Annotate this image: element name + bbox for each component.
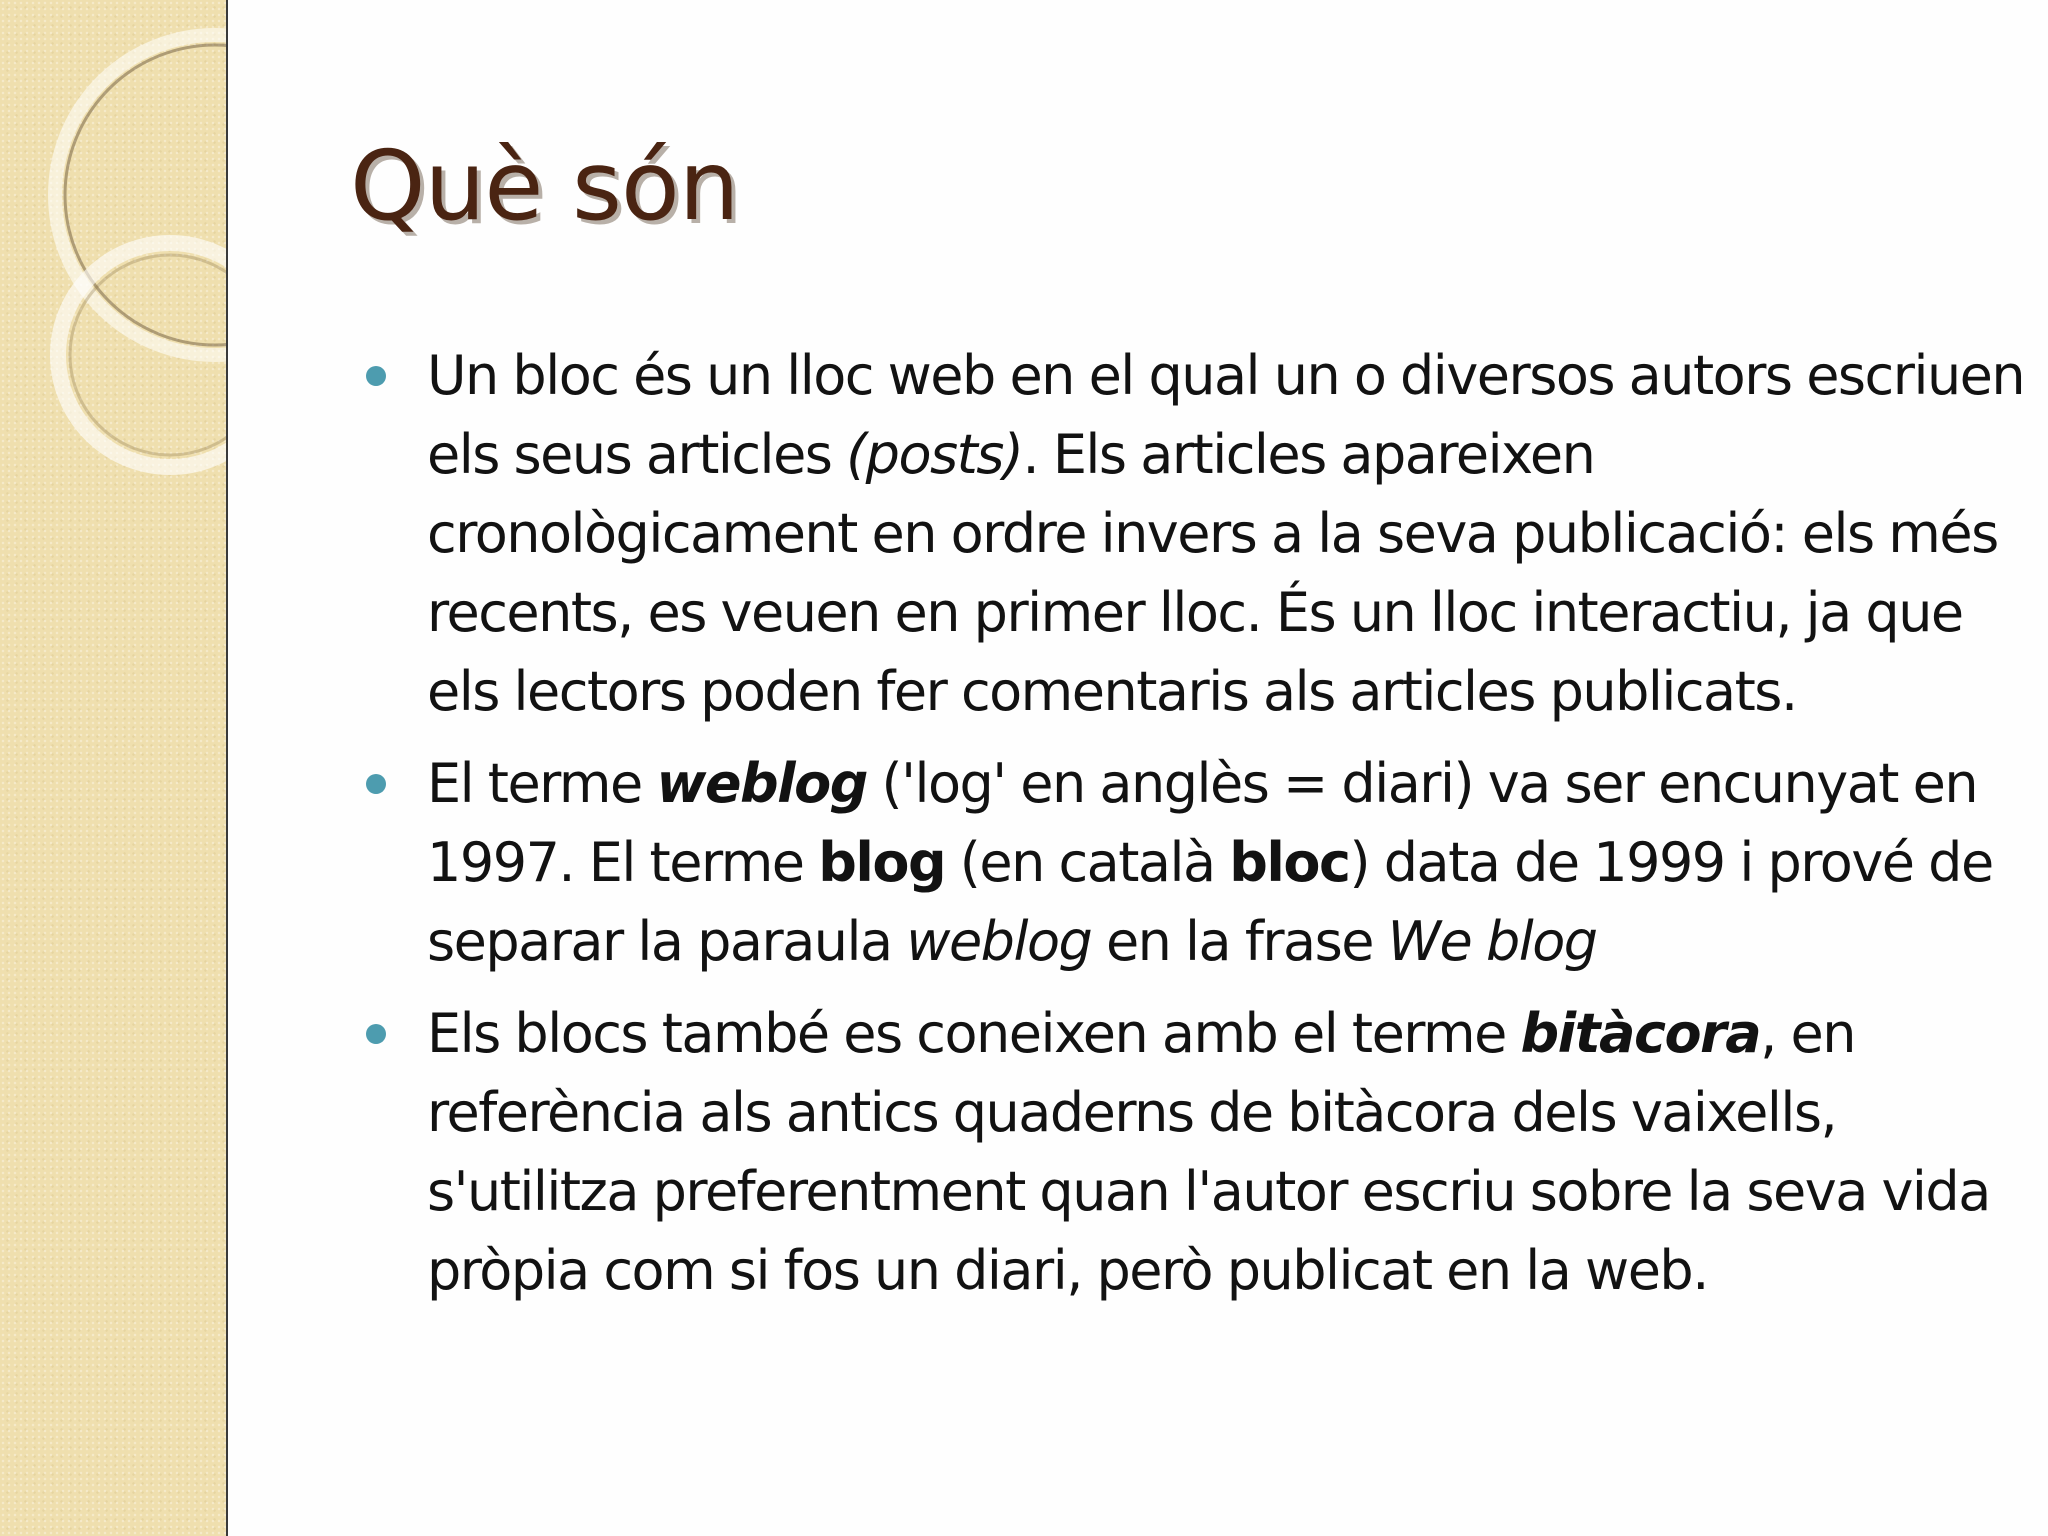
bullet-item [427, 744, 2027, 981]
bullet-dot-icon [366, 1024, 386, 1044]
emphasis-text: bitàcora [1520, 1002, 1761, 1065]
emphasis-text: bloc [1229, 831, 1350, 894]
bullet-text: ('log' en anglès = diari) va ser encunyat en 1997. El terme [427, 752, 1978, 894]
emphasis-text: blog [818, 831, 946, 894]
bullet-item [427, 994, 2027, 1310]
bullet-text: Un bloc és un lloc web en el qual un o diversos autors escriuen els seus articles [427, 344, 2025, 486]
emphasis-text: weblog [906, 910, 1092, 973]
decorative-rings [0, 0, 228, 520]
bullet-dot-icon [366, 774, 386, 794]
bullet-item [427, 336, 2027, 731]
bullet-text: en la frase [1091, 910, 1388, 973]
bullet-text: (en català [945, 831, 1230, 894]
bullet-text: El terme [427, 752, 657, 815]
bullet-text: Els blocs també es coneixen amb el terme [427, 1002, 1521, 1065]
emphasis-text: weblog [656, 752, 867, 815]
emphasis-text: (posts) [846, 423, 1023, 486]
bullet-text: , en referència als antics quaderns de bitàcora dels vaixells, s'utilitza preferentment quan l'autor escriu sobre la seva vida pròpia com si fos un diari, però publicat en la web. [427, 1002, 1990, 1302]
bullet-text: . Els articles apareixen cronològicament en ordre invers a la seva publicació: els més recents, es veuen en primer lloc. És un lloc interactiu, ja que els lectors poden fer comentaris als articles publicats. [427, 423, 1998, 723]
slide-content [228, 0, 2048, 1536]
bullet-list [427, 336, 2027, 1323]
slide-title: Què són [350, 130, 739, 242]
bullet-text: ) data de 1999 i prové de separar la paraula [427, 831, 1993, 973]
decorative-sidebar [0, 0, 228, 1536]
bullet-dot-icon [366, 366, 386, 386]
emphasis-text: We blog [1387, 910, 1597, 973]
